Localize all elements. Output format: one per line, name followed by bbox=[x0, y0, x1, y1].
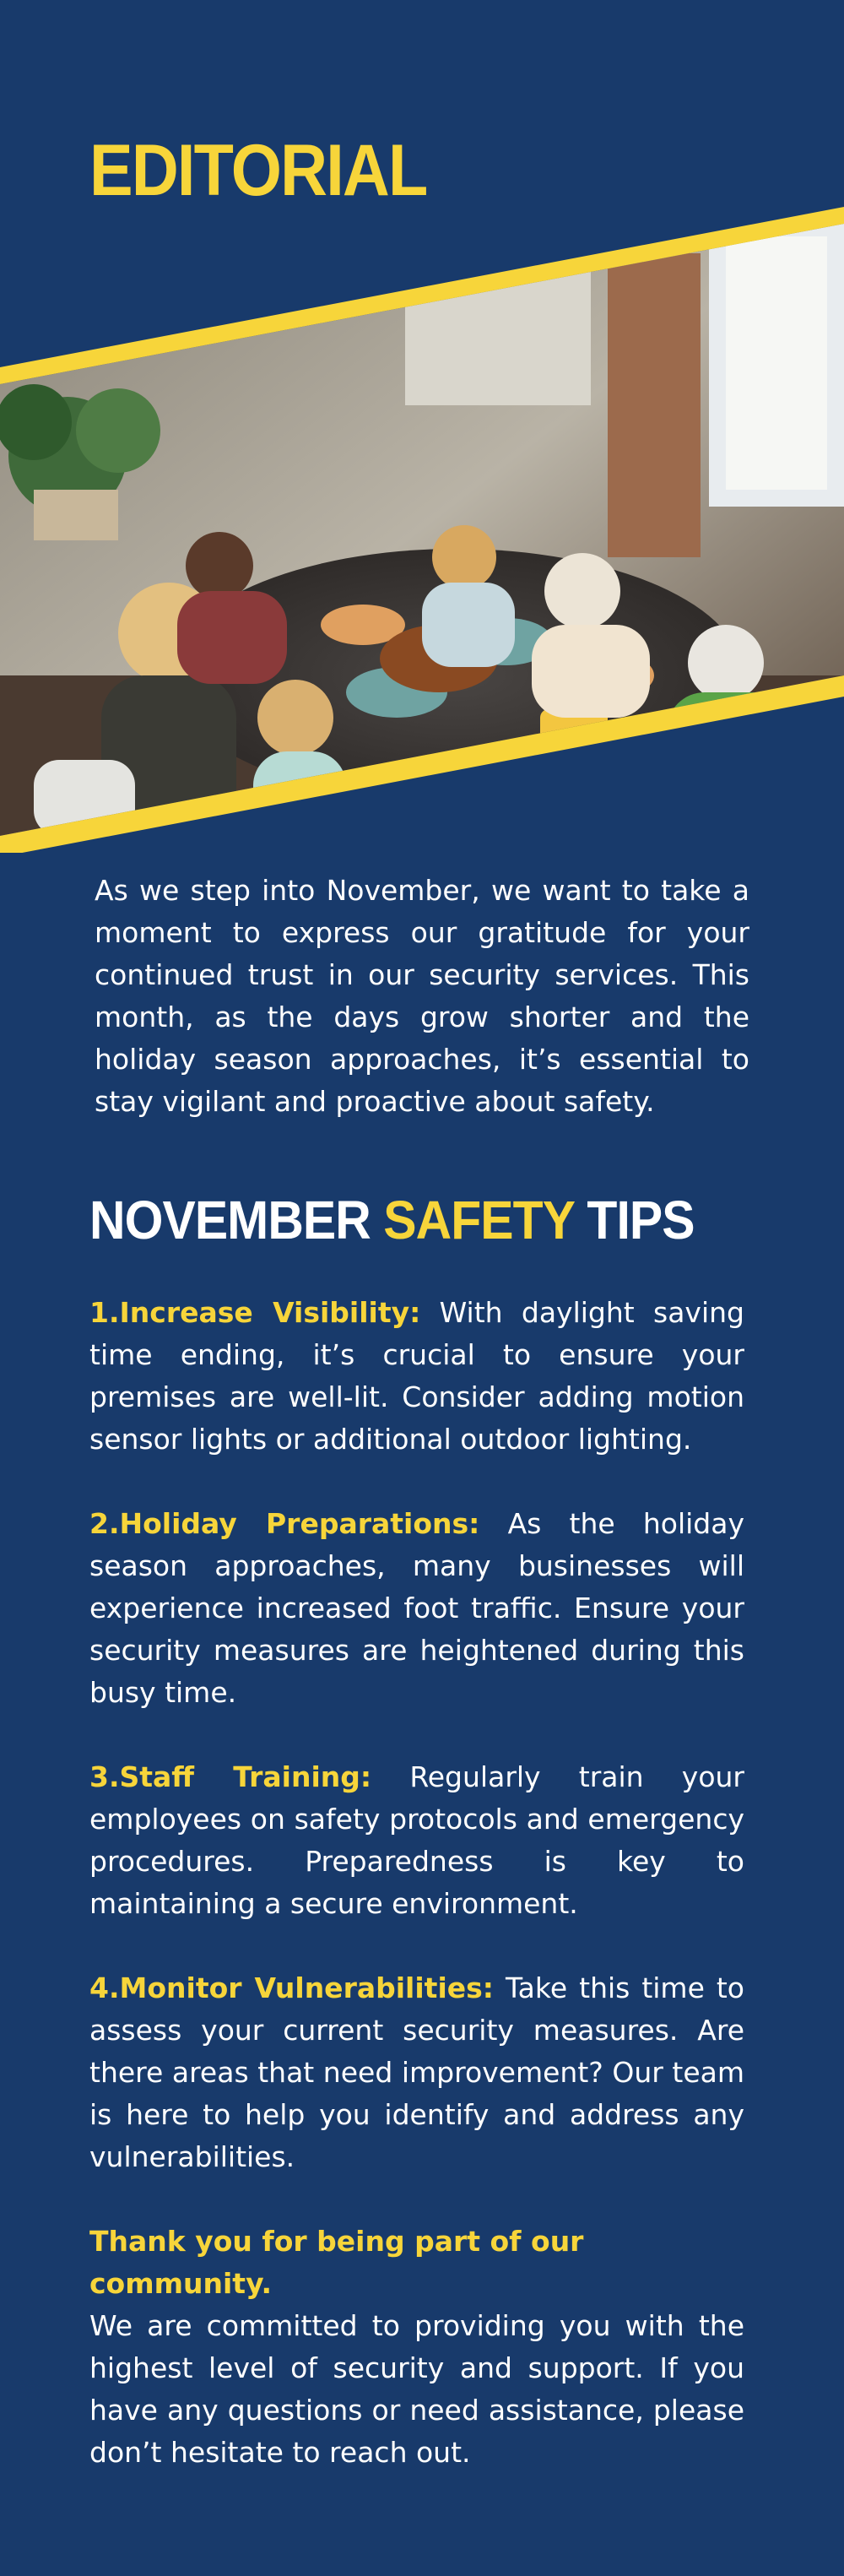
intro-paragraph: As we step into November, we want to take a moment to express our gratitude for your continued trust in our security services. This month, as the days grow shorter and the holiday season approaches, it’s essential to stay vigilant and proactive about safety. bbox=[95, 874, 749, 1118]
tip-title: Monitor Vulnerabilities: bbox=[119, 1971, 494, 2004]
tip-item bbox=[89, 1967, 744, 2178]
tip-number: 4. bbox=[89, 1971, 120, 2004]
tip-text: With daylight saving time ending, it’s crucial to ensure your premises are well-lit. Consider adding motion sensor lights or additional outdoor lighting. bbox=[89, 1296, 744, 1456]
tip-title: Holiday Preparations: bbox=[119, 1507, 480, 1540]
tip-text: Take this time to assess your current security measures. Are there areas that need improvement? Our team is here to help you identify and address any vulnerabilities. bbox=[89, 1971, 744, 2173]
editorial-title: EDITORIAL bbox=[89, 130, 427, 211]
tip-item bbox=[89, 1292, 744, 1461]
tips-heading-accent: SAFETY bbox=[383, 1190, 574, 1250]
tip-title: Increase Visibility: bbox=[119, 1296, 421, 1329]
tip-text: Regularly train your employees on safety protocols and emergency procedures. Preparedness is key to maintaining a secure environment. bbox=[89, 1760, 744, 1920]
tips-heading-part1: NOVEMBER bbox=[89, 1190, 384, 1250]
tips-heading bbox=[89, 1182, 695, 1258]
tip-title: Staff Training: bbox=[119, 1760, 372, 1793]
closing-text: We are committed to providing you with the highest level of security and support. If you have any questions or need assistance, please don’t hesitate to reach out. bbox=[89, 2309, 744, 2469]
tips-heading-part2: TIPS bbox=[573, 1190, 695, 1250]
closing-lead: Thank you for being part of our community. bbox=[89, 2225, 584, 2300]
tip-number: 3. bbox=[89, 1760, 120, 1793]
tip-number: 1. bbox=[89, 1296, 120, 1329]
family-dinner-photo-icon bbox=[0, 203, 844, 853]
tip-number: 2. bbox=[89, 1507, 120, 1540]
tips-list bbox=[89, 1292, 744, 2221]
closing-paragraph bbox=[89, 2221, 744, 2474]
tip-item bbox=[89, 1503, 744, 1714]
tip-text: As the holiday season approaches, many businesses will experience increased foot traffic. Ensure your security measures are heightened during this busy time. bbox=[89, 1507, 745, 1709]
tip-item bbox=[89, 1756, 744, 1925]
